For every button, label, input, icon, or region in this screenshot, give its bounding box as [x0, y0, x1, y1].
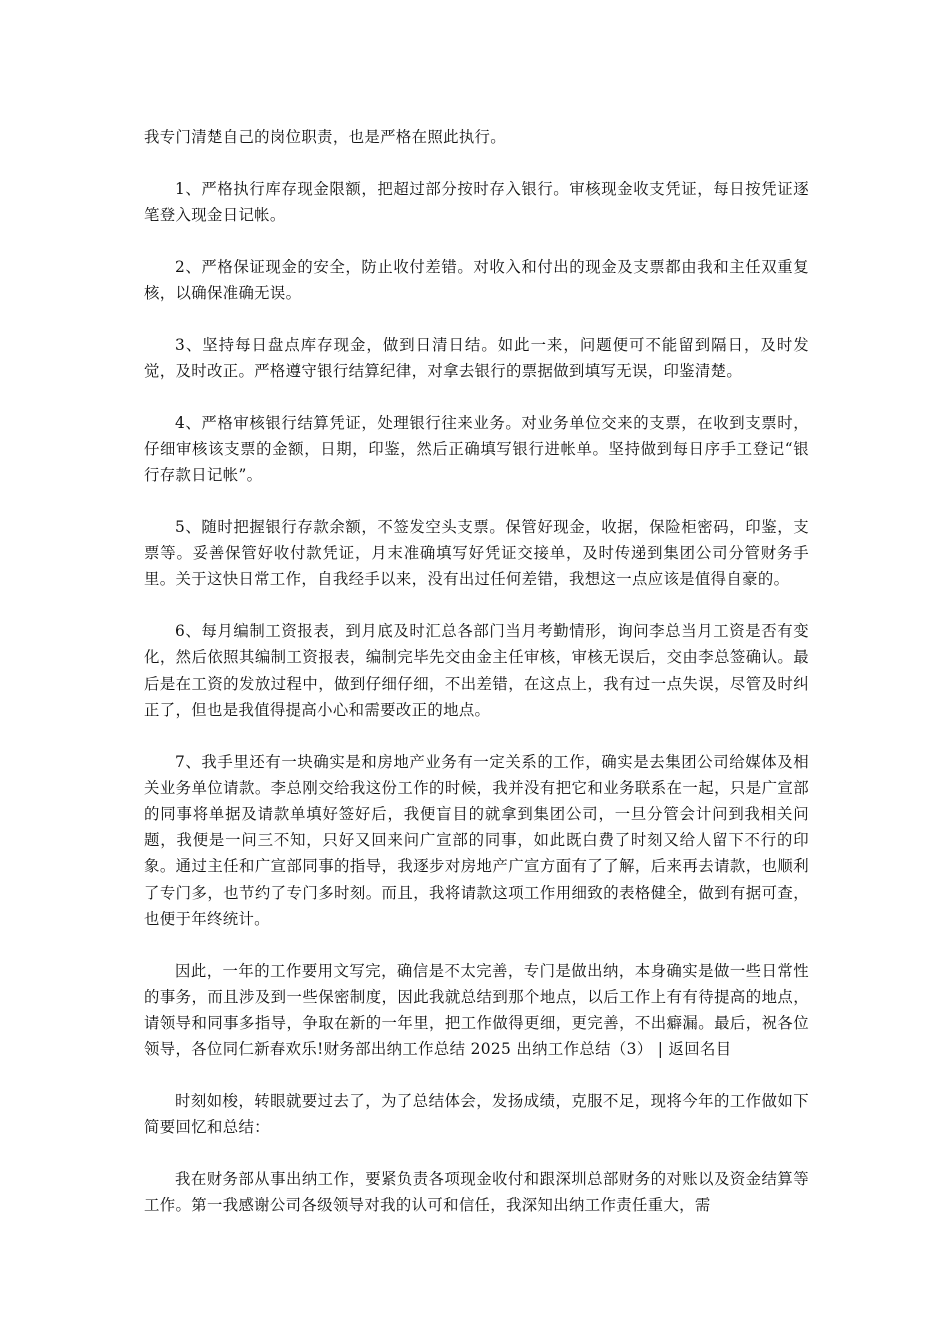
paragraph-item-2: 2、严格保证现金的安全，防止收付差错。对收入和付出的现金及支票都由我和主任双重复核，以确保准确无误。: [144, 257, 809, 302]
paragraph-item-6: 6、每月编制工资报表，到月底及时汇总各部门当月考勤情形，询问李总当月工资是否有变化，然后依照其编制工资报表，编制完毕先交由金主任审核，审核无误后，交由李总签确认。最后是在工资的发放过程中，做到仔细仔细，不出差错，在这点上，我有过一点失误，尽管及时纠正了，但也是我值得提高小心和需要改正的地点。: [144, 622, 809, 719]
paragraph-item-4: 4、严格审核银行结算凭证，处理银行往来业务。对业务单位交来的支票，在收到支票时，仔细审核该支票的金额，日期，印鉴，然后正确填写银行进帐单。坚持做到每日序手工登记“银行存款日记帐”。: [144, 413, 809, 485]
paragraph-item-5: 5、随时把握银行存款余额，不签发空头支票。保管好现金，收据，保险柜密码，印鉴，支票等。妥善保管好收付款凭证，月末准确填写好凭证交接单，及时传递到集团公司分管财务手里。关于这快日常工作，自我经手以来，没有出过任何差错，我想这一点应该是值得自豪的。: [144, 518, 809, 589]
document-body: [144, 124, 809, 1244]
paragraph-item-7: 7、我手里还有一块确实是和房地产业务有一定关系的工作，确实是去集团公司给媒体及相关业务单位请款。李总刚交给我这份工作的时候，我并没有把它和业务联系在一起，只是广宣部的同事将单据及请款单填好签好后，我便盲目的就拿到集团公司，一旦分管会计问到我相关问题，我便是一问三不知，只好又回来问广宣部的同事，如此既白费了时刻又给人留下不行的印象。通过主任和广宣部同事的指导，我逐步对房地产广宣方面有了了解，后来再去请款，也顺利了专门多，也节约了专门多时刻。而且，我将请款这项工作用细致的表格健全，做到有据可查，也便于年终统计。: [144, 752, 809, 928]
paragraph-conclusion: 因此，一年的工作要用文写完，确信是不太完善，专门是做出纳，本身确实是做一些日常性的事务，而且涉及到一些保密制度，因此我就总结到那个地点，以后工作上有有待提高的地点，请领导和同事多指导，争取在新的一年里，把工作做得更细，更完善，不出癖漏。最后，祝各位领导，各位同仁新春欢乐!财务部出纳工作总结 2025 出纳工作总结（3） | 返回名目: [144, 961, 809, 1059]
paragraph-next-summary-intro: 时刻如梭，转眼就要过去了，为了总结体会，发扬成绩，克服不足，现将今年的工作做如下简要回忆和总结：: [144, 1092, 809, 1137]
paragraph-intro: 我专门清楚自己的岗位职责，也是严格在照此执行。: [144, 128, 507, 146]
paragraph-item-1: 1、严格执行库存现金限额，把超过部分按时存入银行。审核现金收支凭证，每日按凭证逐笔登入现金日记帐。: [144, 179, 809, 224]
paragraph-next-summary-body: 我在财务部从事出纳工作，要紧负责各项现金收付和跟深圳总部财务的对账以及资金结算等工作。第一我感谢公司各级领导对我的认可和信任，我深知出纳工作责任重大，需: [144, 1170, 809, 1215]
paragraph-item-3: 3、坚持每日盘点库存现金，做到日清日结。如此一来，问题便可不能留到隔日，及时发觉，及时改正。严格遵守银行结算纪律，对拿去银行的票据做到填写无误，印鉴清楚。: [144, 335, 809, 380]
